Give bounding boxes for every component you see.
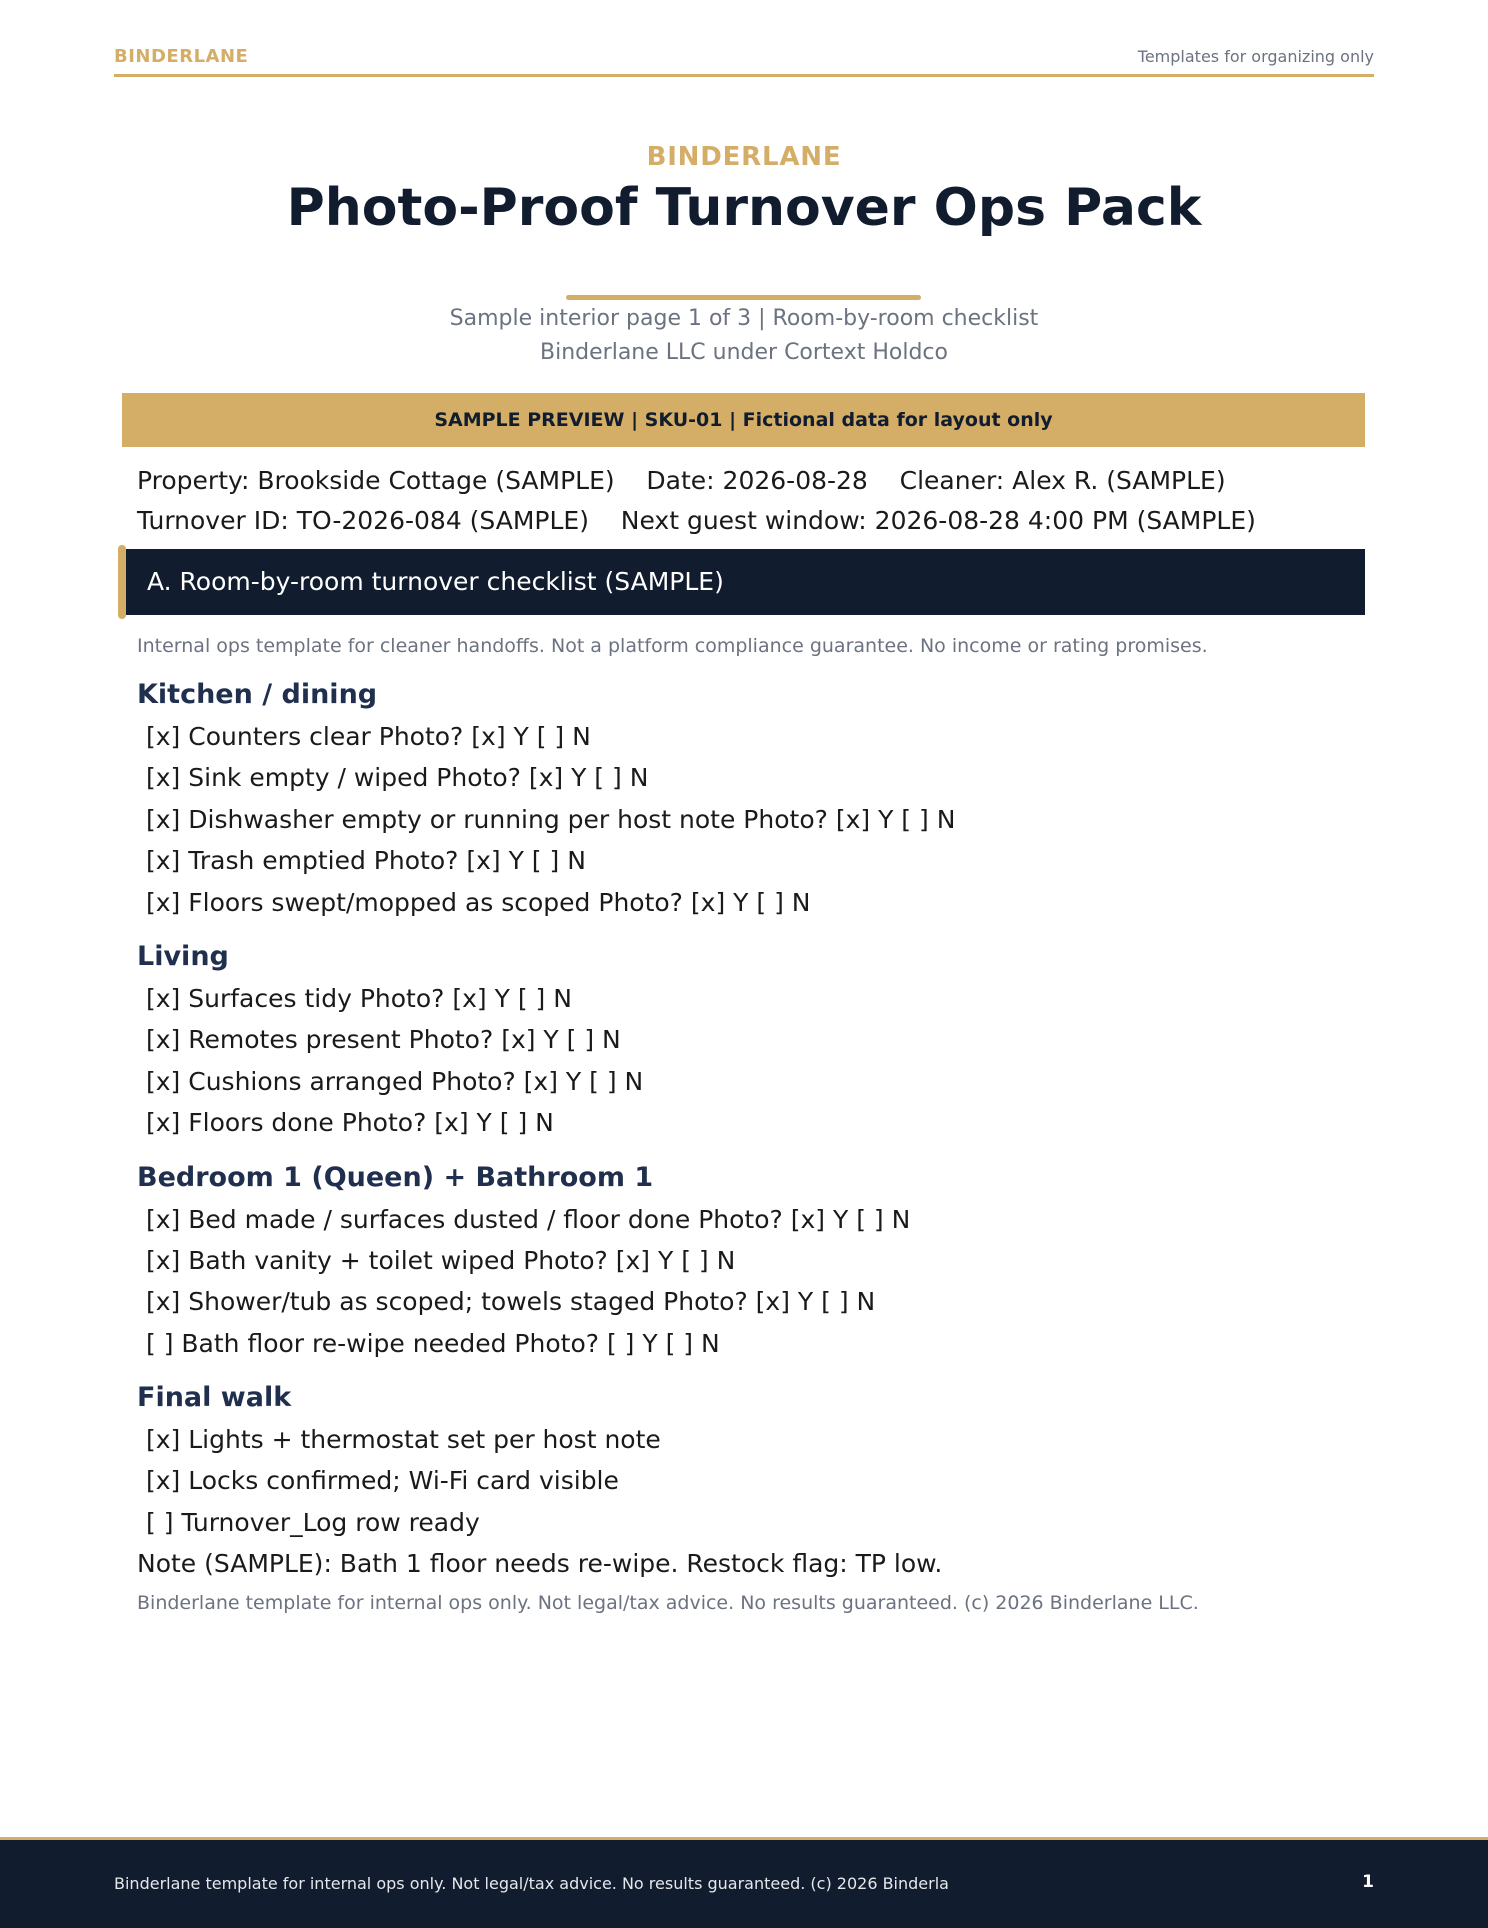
group-heading: Final walk bbox=[137, 1382, 292, 1414]
cover-brand: BINDERLANE bbox=[646, 142, 842, 172]
section-accent-bar bbox=[118, 545, 126, 619]
checklist bbox=[137, 674, 1367, 1556]
checklist-item: [ ] Turnover_Log row ready bbox=[146, 1507, 480, 1537]
group-heading: Bedroom 1 (Queen) + Bathroom 1 bbox=[137, 1161, 654, 1193]
checklist-item: [x] Bed made / surfaces dusted / floor done Photo? [x] Y [ ] N bbox=[146, 1204, 911, 1234]
checklist-item: [x] Shower/tub as scoped; towels staged Photo? [x] Y [ ] N bbox=[146, 1287, 876, 1317]
subtitle-line-1: Sample interior page 1 of 3 | Room-by-room checklist bbox=[449, 306, 1039, 331]
title-divider bbox=[566, 295, 921, 300]
checklist-group-kitchen bbox=[137, 674, 1367, 923]
group-heading: Kitchen / dining bbox=[137, 679, 378, 710]
meta-line-1: Property: Brookside Cottage (SAMPLE) Date: 2026-08-28 Cleaner: Alex R. (SAMPLE) bbox=[137, 466, 1226, 495]
checklist-group-final-walk bbox=[137, 1377, 1367, 1543]
header-tagline: Templates for organizing only bbox=[1137, 47, 1374, 66]
meta-line-2: Turnover ID: TO-2026-084 (SAMPLE) Next guest window: 2026-08-28 4:00 PM (SAMPLE) bbox=[137, 506, 1256, 535]
footer-text: Binderlane template for internal ops only. Not legal/tax advice. No results guaranteed. (c) 2026 Binderla bbox=[114, 1874, 949, 1893]
checklist-group-living bbox=[137, 936, 1367, 1144]
checklist-group-bedroom-bathroom bbox=[137, 1157, 1367, 1365]
page-header bbox=[114, 44, 1374, 77]
checklist-item: [x] Dishwasher empty or running per host note Photo? [x] Y [ ] N bbox=[146, 804, 956, 834]
section-disclaimer: Internal ops template for cleaner handoffs. Not a platform compliance guarantee. No income or rating promises. bbox=[137, 635, 1208, 657]
sample-preview-banner: SAMPLE PREVIEW | SKU-01 | Fictional data for layout only bbox=[122, 393, 1365, 447]
checklist-item: [x] Lights + thermostat set per host note bbox=[146, 1425, 661, 1455]
sample-note: Note (SAMPLE): Bath 1 floor needs re-wipe. Restock flag: TP low. bbox=[137, 1549, 943, 1578]
checklist-item: [x] Surfaces tidy Photo? [x] Y [ ] N bbox=[146, 983, 572, 1013]
fine-print: Binderlane template for internal ops only. Not legal/tax advice. No results guaranteed. (c) 2026 Binderlane LLC. bbox=[137, 1592, 1199, 1614]
checklist-item: [x] Locks confirmed; Wi-Fi card visible bbox=[146, 1466, 619, 1496]
checklist-item: [x] Trash emptied Photo? [x] Y [ ] N bbox=[146, 846, 586, 876]
subtitle-line-2: Binderlane LLC under Cortext Holdco bbox=[540, 340, 948, 365]
checklist-item: [x] Floors swept/mopped as scoped Photo? [x] Y [ ] N bbox=[146, 887, 811, 917]
page-title: Photo-Proof Turnover Ops Pack bbox=[286, 178, 1202, 238]
checklist-item: [x] Floors done Photo? [x] Y [ ] N bbox=[146, 1108, 554, 1138]
section-header bbox=[122, 549, 1365, 615]
header-brand: BINDERLANE bbox=[114, 46, 249, 67]
checklist-item: [x] Cushions arranged Photo? [x] Y [ ] N bbox=[146, 1066, 644, 1096]
checklist-item: [x] Bath vanity + toilet wiped Photo? [x] Y [ ] N bbox=[146, 1245, 736, 1275]
checklist-item: [x] Remotes present Photo? [x] Y [ ] N bbox=[146, 1025, 621, 1055]
checklist-item: [x] Sink empty / wiped Photo? [x] Y [ ] N bbox=[146, 763, 649, 793]
checklist-item: [x] Counters clear Photo? [x] Y [ ] N bbox=[146, 722, 591, 751]
page-number: 1 bbox=[1362, 1872, 1374, 1892]
group-heading: Living bbox=[137, 940, 229, 972]
section-title: A. Room-by-room turnover checklist (SAMPLE) bbox=[147, 567, 724, 596]
checklist-item: [ ] Bath floor re-wipe needed Photo? [ ] Y [ ] N bbox=[146, 1328, 720, 1358]
page-footer bbox=[0, 1837, 1488, 1928]
